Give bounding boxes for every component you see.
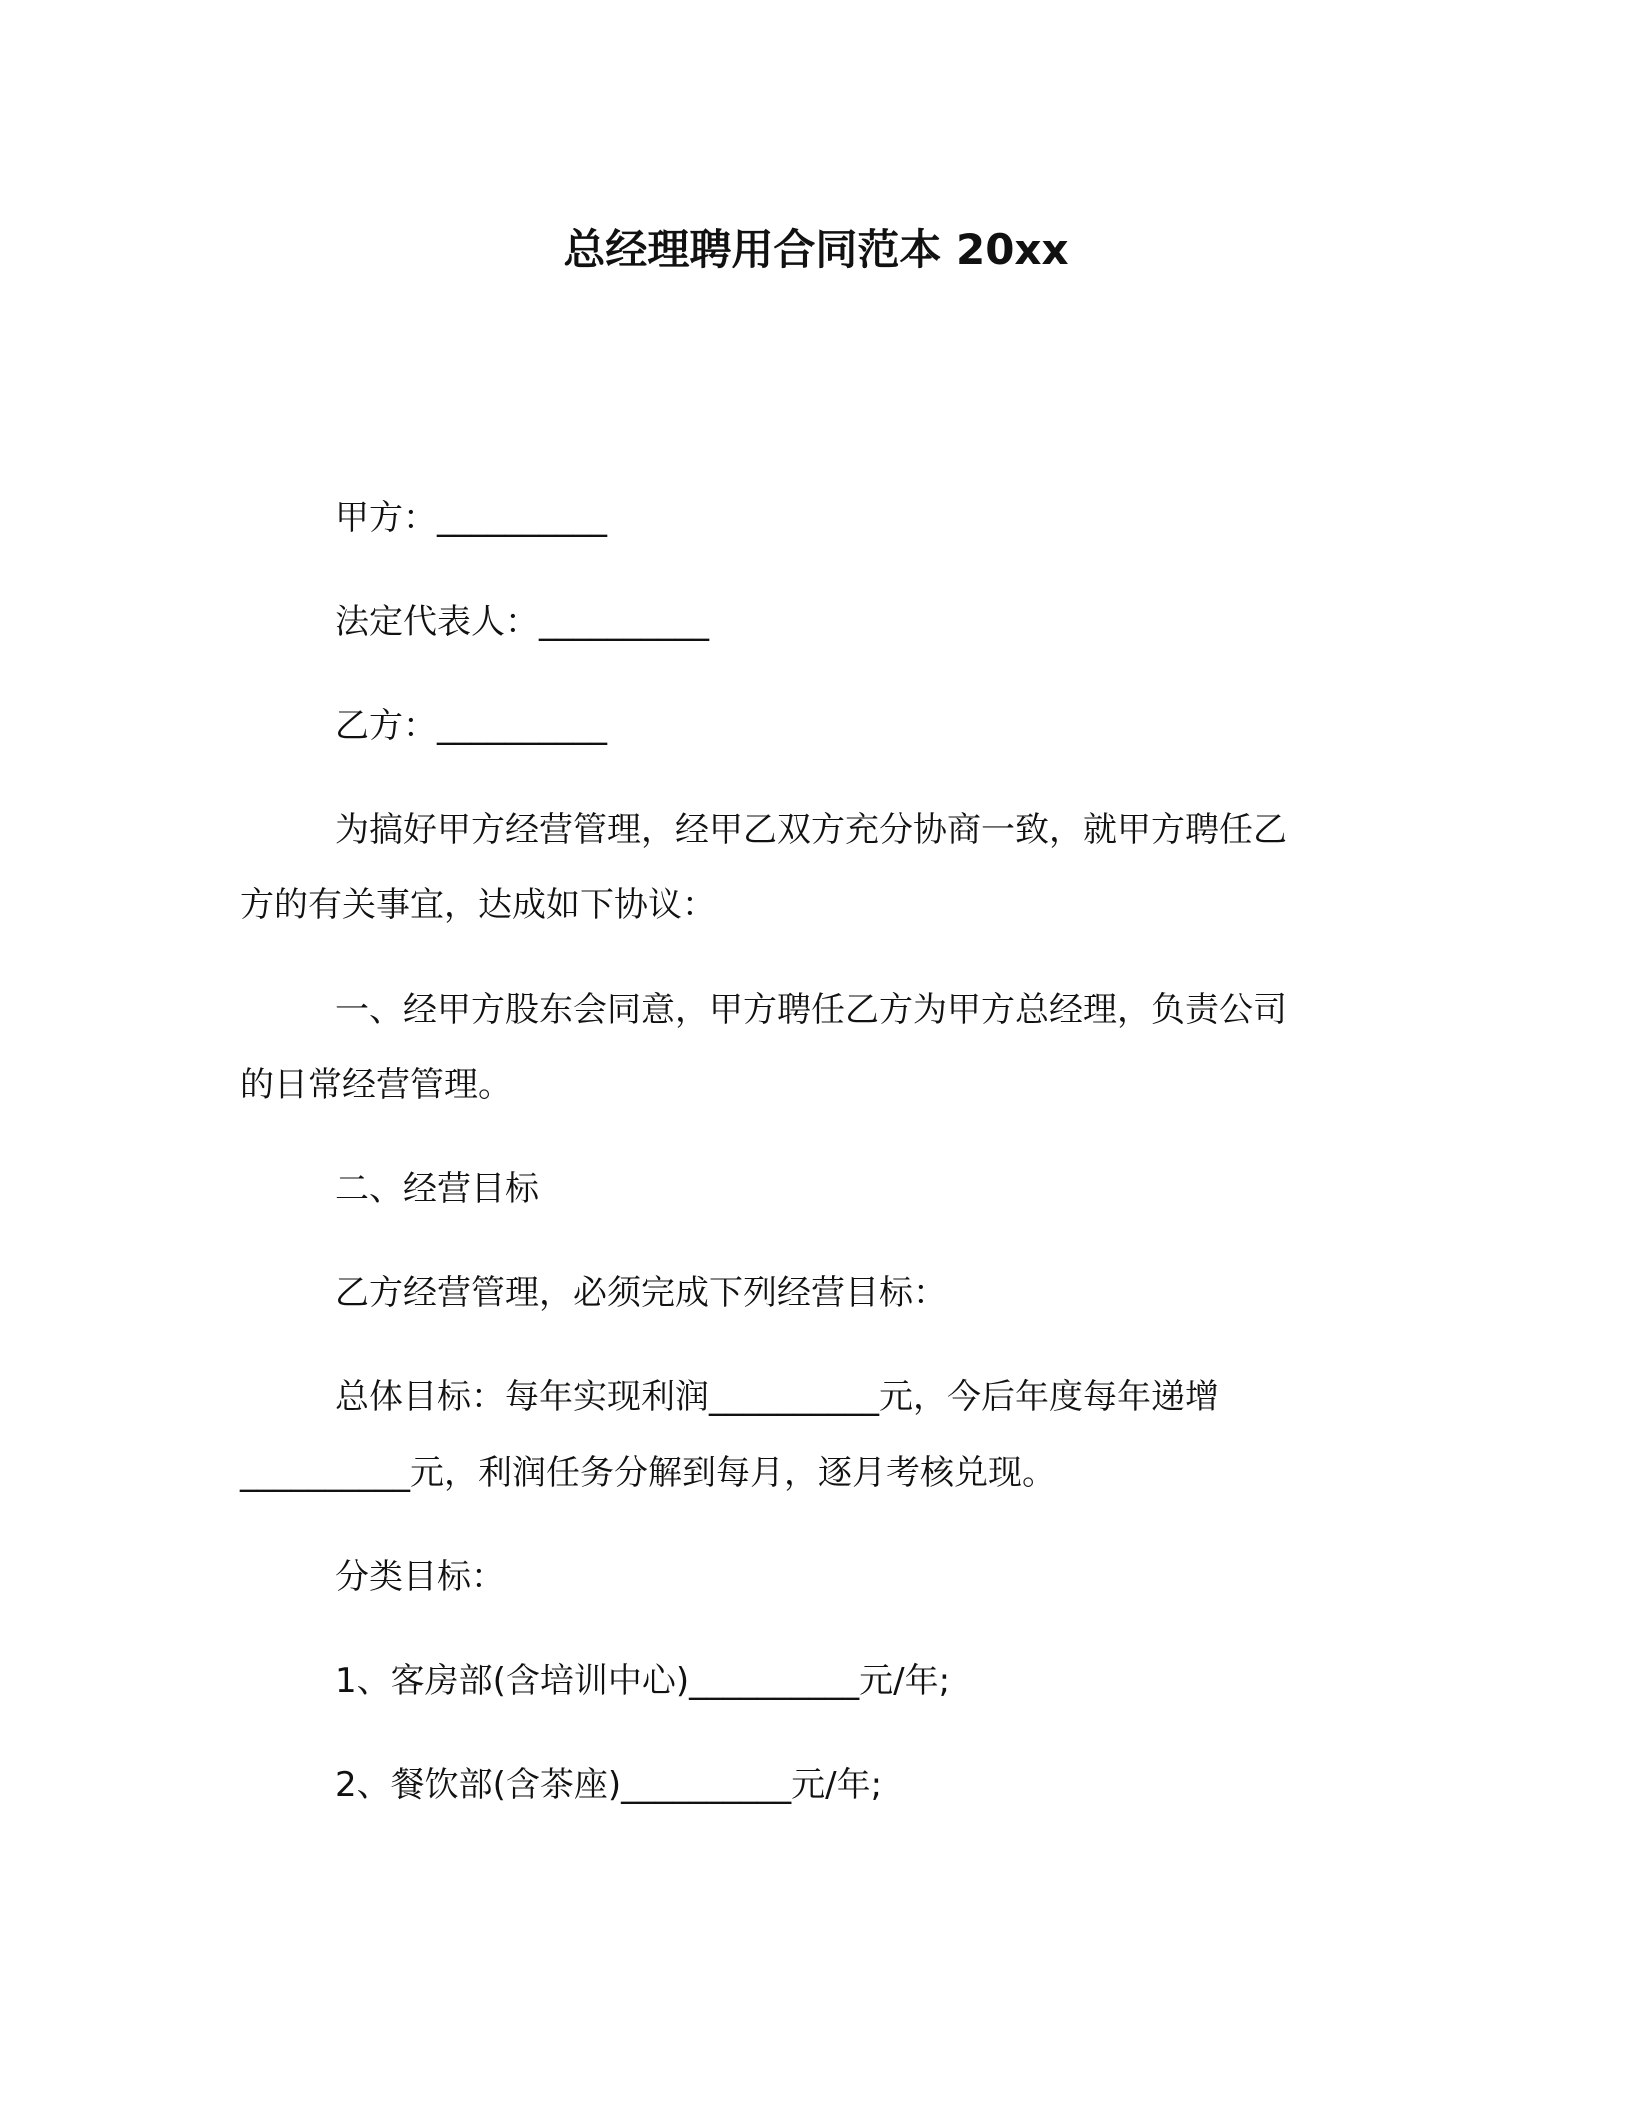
document-title: 总经理聘用合同范本 20xx: [563, 225, 1069, 274]
overall-target-line-2: __________元，利润任务分解到每月，逐月考核兑现。: [240, 1453, 1056, 1493]
category-target-item-2: 2、餐饮部(含茶座)__________元/年;: [335, 1765, 883, 1805]
category-target-item-1: 1、客房部(含培训中心)__________元/年;: [335, 1661, 951, 1701]
preamble-line-2: 方的有关事宜，达成如下协议：: [240, 885, 716, 925]
clause-one-line-2: 的日常经营管理。: [240, 1065, 512, 1105]
clause-one-line-1: 一、经甲方股东会同意，甲方聘任乙方为甲方总经理，负责公司: [335, 990, 1287, 1030]
legal-representative-line: 法定代表人：__________: [335, 602, 709, 642]
party-a-line: 甲方：__________: [335, 498, 607, 538]
clause-two-heading: 二、经营目标: [335, 1169, 539, 1209]
category-targets-heading: 分类目标：: [335, 1557, 505, 1597]
overall-target-line-1: 总体目标：每年实现利润__________元，今后年度每年递增: [335, 1377, 1219, 1417]
preamble-line-1: 为搞好甲方经营管理，经甲乙双方充分协商一致，就甲方聘任乙: [335, 810, 1287, 850]
clause-two-intro: 乙方经营管理，必须完成下列经营目标：: [335, 1273, 947, 1313]
party-b-line: 乙方：__________: [335, 706, 607, 746]
